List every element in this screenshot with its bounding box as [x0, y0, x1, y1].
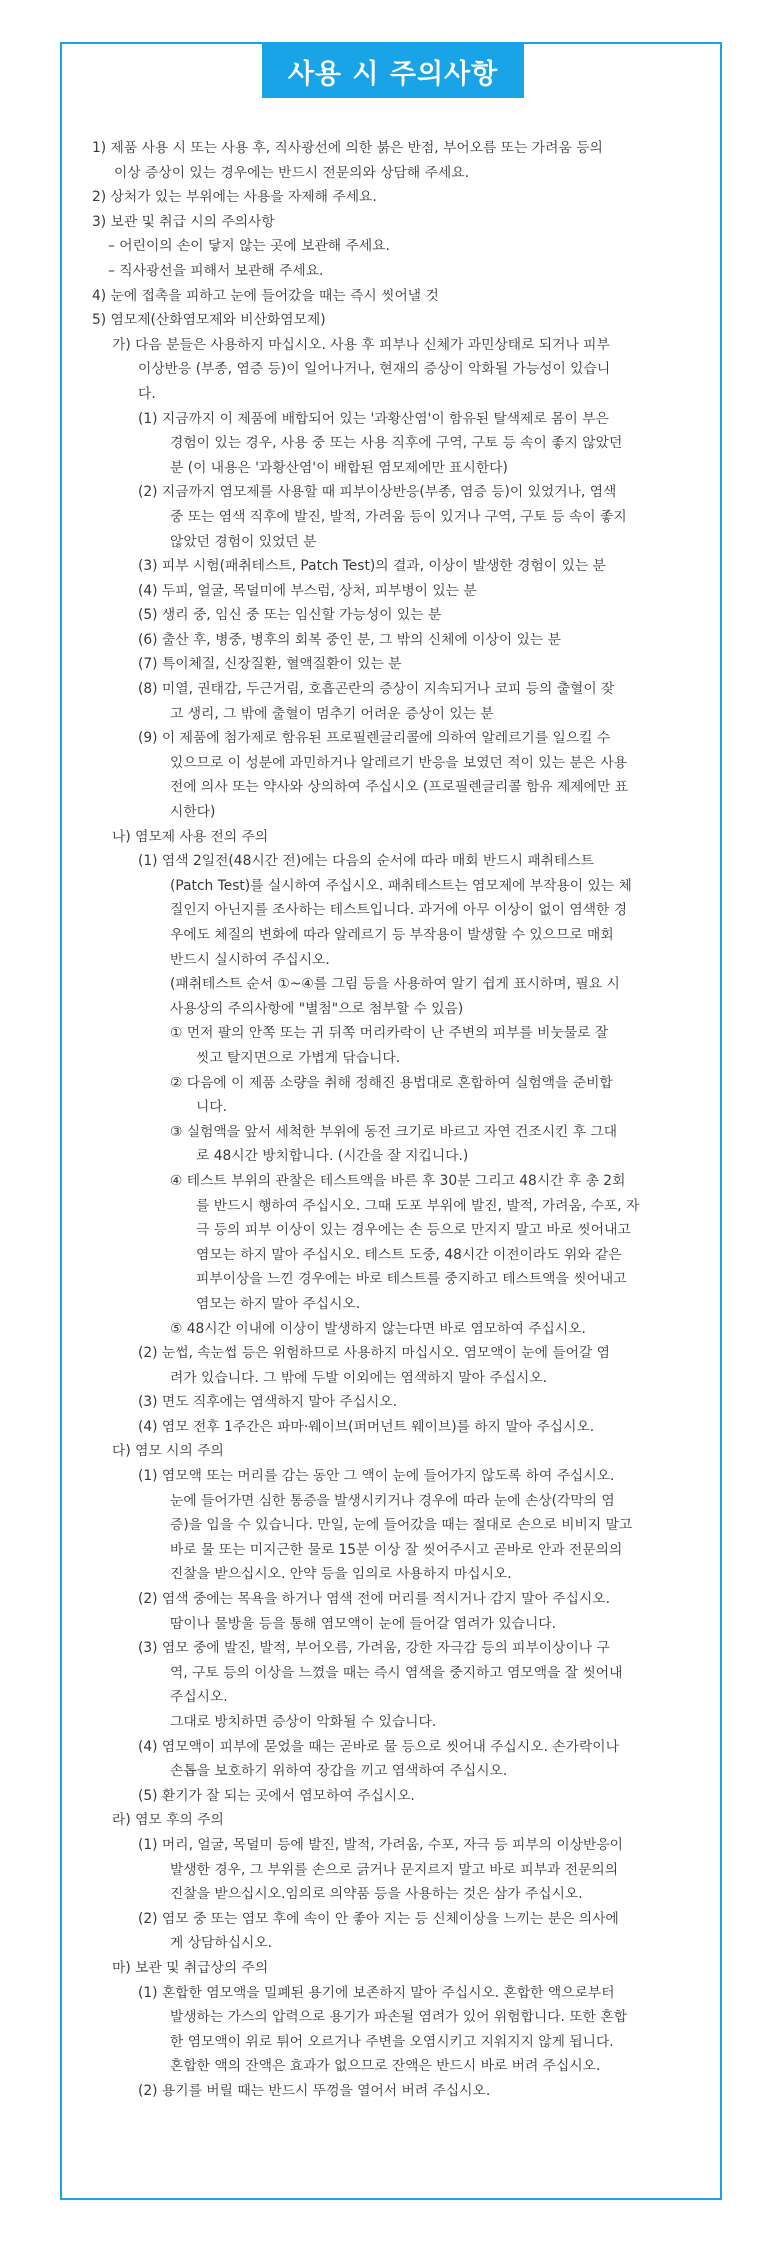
notice-line: 우에도 체질의 변화에 따라 알레르기 등 부작용이 발생할 수 있으므로 매회 [170, 927, 614, 943]
notice-line: (9) 이 제품에 첨가제로 함유된 프로필렌글리콜에 의하여 알레르기를 일으킬 수 [138, 730, 611, 747]
notice-line: 진찰을 받으십시오.임의로 의약품 등을 사용하는 것은 삼가 주십시오. [170, 1886, 583, 1903]
notice-line: ① 먼저 팔의 안쪽 또는 귀 뒤쪽 머리카락이 난 주변의 피부를 비눗물로 잘 [170, 1025, 609, 1042]
notice-line: 있으므로 이 성분에 과민하거나 알레르기 반응을 보였던 적이 있는 분은 사용 [170, 754, 628, 771]
notice-line: – 어린이의 손이 닿지 않는 곳에 보관해 주세요. [108, 238, 390, 255]
notice-line: 분 (이 내용은 '과황산염'이 배합된 염모제에만 표시한다) [170, 459, 508, 476]
notice-frame [60, 42, 722, 2200]
notice-line: 피부이상을 느낀 경우에는 바로 테스트를 중지하고 테스트액을 씻어내고 [196, 1271, 627, 1288]
notice-line: (4) 염모액이 피부에 묻었을 때는 곧바로 물 등으로 씻어내 주십시오. 손가락이나 [138, 1738, 619, 1755]
notice-line: 질인지 아닌지를 조사하는 테스트입니다. 과거에 아무 이상이 없이 염색한 경 [170, 902, 628, 919]
notice-line: 한 염모액이 위로 튀어 오르거나 주변을 오염시키고 지워지지 않게 됩니다. [170, 2033, 614, 2050]
notice-line: (3) 염모 중에 발진, 발적, 부어오름, 가려움, 강한 자극감 등의 피부이상이나 구 [138, 1640, 610, 1657]
notice-line: (2) 용기를 버릴 때는 반드시 뚜껑을 열어서 버려 주십시오. [138, 2082, 491, 2099]
notice-line: 중 또는 염색 직후에 발진, 발적, 가려움 등이 있거나 구역, 구토 등 속이 좋지 [170, 508, 627, 525]
notice-line: (2) 눈썹, 속눈썹 등은 위험하므로 사용하지 마십시오. 염모액이 눈에 들어갈 염 [138, 1345, 611, 1362]
notice-line: 다. [138, 385, 156, 402]
notice-line: 로 48시간 방치합니다. (시간을 잘 지킵니다.) [196, 1148, 469, 1165]
notice-line: 나) 염모제 사용 전의 주의 [112, 828, 269, 845]
notice-line: 발생한 경우, 그 부위를 손으로 긁거나 문지르지 말고 바로 피부과 전문의의 [170, 1861, 619, 1878]
page-title: 사용 시 주의사항 [262, 44, 524, 98]
notice-line: – 직사광선을 피해서 보관해 주세요. [108, 262, 324, 279]
notice-line: 그대로 방치하면 증상이 악화될 수 있습니다. [170, 1714, 437, 1730]
notice-line: 경험이 있는 경우, 사용 중 또는 사용 직후에 구역, 구토 등 속이 좋지 않았던 [170, 435, 623, 452]
notice-line: 손톱을 보호하기 위하여 장갑을 끼고 염색하여 주십시오. [170, 1763, 508, 1780]
notice-line: 전에 의사 또는 약사와 상의하여 주십시오 (프로필렌글리콜 함유 제제에만 표 [170, 779, 629, 796]
notice-line: (2) 염색 중에는 목욕을 하거나 염색 전에 머리를 적시거나 감지 말아 주십시오. [138, 1591, 611, 1608]
notice-line: (5) 생리 중, 임신 중 또는 임신할 가능성이 있는 분 [138, 607, 442, 624]
notice-line: 이상반응 (부종, 염증 등)이 일어나거나, 현재의 증상이 악화될 가능성이 있습니 [138, 361, 611, 378]
notice-line: 가) 다음 분들은 사용하지 마십시오. 사용 후 피부나 신체가 과민상태로 되거나 피부 [112, 336, 610, 353]
notice-line: 발생하는 가스의 압력으로 용기가 파손될 염려가 있어 위험합니다. 또한 혼합 [170, 2009, 628, 2026]
notice-line: (2) 염모 중 또는 염모 후에 속이 안 좋아 지는 등 신체이상을 느끼는 분은 의사에 [138, 1910, 619, 1927]
notice-line: (7) 특이체질, 신장질환, 혈액질환이 있는 분 [138, 656, 402, 673]
notice-line: 주십시오. [170, 1689, 228, 1706]
notice-line: (1) 염모액 또는 머리를 감는 동안 그 액이 눈에 들어가지 않도록 하여 주십시오. [138, 1468, 615, 1485]
notice-line: (6) 출산 후, 병중, 병후의 회복 중인 분, 그 밖의 신체에 이상이 있는 분 [138, 631, 561, 648]
notice-line: 5) 염모제(산화염모제와 비산화염모제) [92, 312, 326, 329]
notice-line: ⑤ 48시간 이내에 이상이 발생하지 않는다면 바로 염모하여 주십시오. [170, 1320, 586, 1337]
notice-line: 4) 눈에 접촉을 피하고 눈에 들어갔을 때는 즉시 씻어낼 것 [92, 287, 439, 304]
notice-line: 않았던 경험이 있었던 분 [170, 533, 317, 550]
notice-line: (4) 두피, 얼굴, 목덜미에 부스럼, 상처, 피부병이 있는 분 [138, 582, 477, 599]
notice-line: ③ 실험액을 앞서 세척한 부위에 동전 크기로 바르고 자연 건조시킨 후 그대 [170, 1123, 618, 1140]
notice-line: 시한다) [170, 804, 216, 821]
notice-line: (3) 피부 시험(패취테스트, Patch Test)의 결과, 이상이 발생한 경험이 있는 분 [138, 558, 606, 575]
notice-line: (5) 환기가 잘 되는 곳에서 염모하여 주십시오. [138, 1787, 415, 1804]
notice-line: (8) 미열, 권태감, 두근거림, 호흡곤란의 증상이 지속되거나 코피 등의 출혈이 잦 [138, 681, 615, 698]
notice-line: 니다. [196, 1099, 228, 1116]
notice-line: 진찰을 받으십시오. 안약 등을 임의로 사용하지 마십시오. [170, 1566, 512, 1583]
notice-line: 이상 증상이 있는 경우에는 반드시 전문의와 상담해 주세요. [114, 164, 469, 181]
notice-content [92, 136, 702, 2104]
notice-line: ② 다음에 이 제품 소량을 취해 정해진 용법대로 혼합하여 실험액을 준비합 [170, 1074, 613, 1091]
notice-line: 마) 보관 및 취급상의 주의 [112, 1959, 269, 1976]
notice-line: 려가 있습니다. 그 밖에 두발 이외에는 염색하지 말아 주십시오. [170, 1369, 548, 1386]
notice-line: 증)을 입을 수 있습니다. 만일, 눈에 들어갔을 때는 절대로 손으로 비비지 말고 [170, 1517, 633, 1534]
notice-line: 다) 염모 시의 주의 [112, 1443, 224, 1460]
notice-line: 바로 물 또는 미지근한 물로 15분 이상 잘 씻어주시고 곧바로 안과 전문의의 [170, 1541, 623, 1558]
notice-line: 고 생리, 그 밖에 출혈이 멈추기 어려운 증상이 있는 분 [170, 705, 494, 722]
notice-line: 염모는 하지 말아 주십시오. 테스트 도중, 48시간 이전이라도 위와 같은 [196, 1246, 622, 1263]
notice-line: 라) 염모 후의 주의 [112, 1812, 224, 1829]
notice-line: 역, 구토 등의 이상을 느꼈을 때는 즉시 염색을 중지하고 염모액을 잘 씻어내 [170, 1664, 623, 1681]
notice-line: (2) 지금까지 염모제를 사용할 때 피부이상반응(부종, 염증 등)이 있었거나, 염색 [138, 484, 617, 501]
notice-line: (1) 염색 2일전(48시간 전)에는 다음의 순서에 따라 매회 반드시 패취테스트 [138, 853, 594, 870]
notice-line: 땀이나 물방울 등을 통해 염모액이 눈에 들어갈 염려가 있습니다. [170, 1615, 556, 1632]
notice-line: (패취테스트 순서 ①~④를 그림 등을 사용하여 알기 쉽게 표시하며, 필요 시 [170, 976, 620, 993]
notice-line: (1) 지금까지 이 제품에 배합되어 있는 '과황산염'이 함유된 탈색제로 몸이 부은 [138, 410, 609, 427]
notice-line: 눈에 들어가면 심한 통증을 발생시키거나 경우에 따라 눈에 손상(각막의 염 [170, 1492, 615, 1509]
notice-line: 씻고 탈지면으로 가볍게 닦습니다. [196, 1049, 401, 1066]
notice-line: 3) 보관 및 취급 시의 주의사항 [92, 213, 275, 230]
notice-line: 반드시 실시하여 주십시오. [170, 951, 330, 968]
notice-line: (1) 혼합한 염모액을 밀폐된 용기에 보존하지 말아 주십시오. 혼합한 액으로부터 [138, 1984, 615, 2001]
notice-line: 염모는 하지 말아 주십시오. [196, 1295, 361, 1312]
notice-line: 1) 제품 사용 시 또는 사용 후, 직사광선에 의한 붉은 반점, 부어오름 또는 가려움 등의 [92, 140, 603, 156]
notice-line: (3) 면도 직후에는 염색하지 말아 주십시오. [138, 1394, 398, 1411]
notice-line: 혼합한 액의 잔액은 효과가 없으므로 잔액은 반드시 바로 버려 주십시오. [170, 2058, 601, 2075]
notice-line: 극 등의 피부 이상이 있는 경우에는 손 등으로 만지지 말고 바로 씻어내고 [196, 1222, 631, 1239]
notice-line: 사용상의 주의사항에 "별첨"으로 첨부할 수 있음) [170, 1000, 464, 1017]
notice-line: (4) 염모 전후 1주간은 파마·웨이브(퍼머넌트 웨이브)를 하지 말아 주십시오. [138, 1418, 595, 1435]
notice-line: 2) 상처가 있는 부위에는 사용을 자제해 주세요. [92, 189, 377, 206]
notice-line: ④ 테스트 부위의 관찰은 테스트액을 바른 후 30분 그리고 48시간 후 총 2회 [170, 1172, 626, 1189]
notice-line: (1) 머리, 얼굴, 목덜미 등에 발진, 발적, 가려움, 수포, 자극 등 피부의 이상반응이 [138, 1836, 623, 1853]
notice-line: 를 반드시 행하여 주십시오. 그때 도포 부위에 발진, 발적, 가려움, 수포, 자 [196, 1197, 640, 1214]
notice-line: (Patch Test)를 실시하여 주십시오. 패취테스트는 염모제에 부작용이 있는 체 [170, 877, 632, 894]
notice-line: 게 상담하십시오. [170, 1935, 273, 1952]
